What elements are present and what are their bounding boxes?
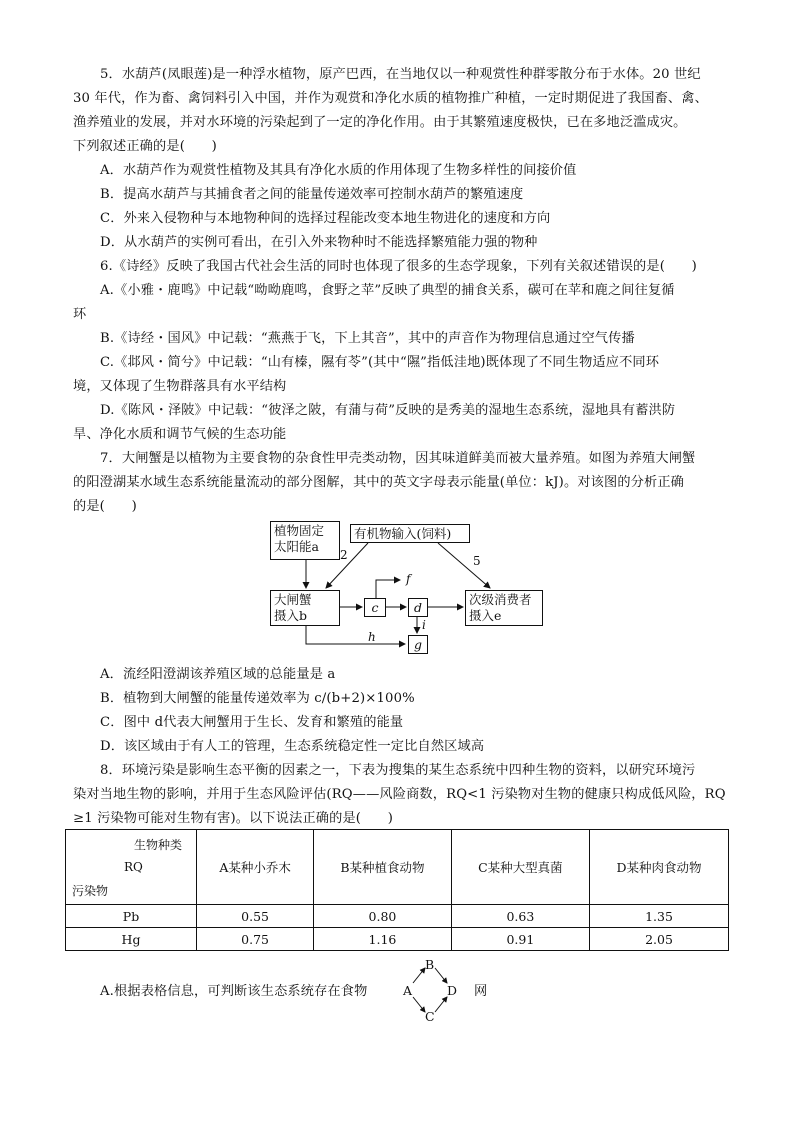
web-node-c: C: [425, 1009, 435, 1024]
food-web-diagram: [397, 957, 469, 1027]
q8-line-2: 染对当地生物的影响，并用于生态风险评估(RQ——风险商数，RQ<1 污染物对生物的健康只构成低风险，RQ: [73, 787, 726, 802]
crab-intake-label-1: 大闸蟹: [274, 592, 312, 607]
table-cell: 0.75: [197, 928, 314, 951]
arrow-label-f: f: [406, 572, 411, 586]
q6-option-d-line2: 旱、净化水质和调节气候的生态功能: [73, 427, 287, 442]
q6-option-b: B.《诗经・国风》中记载：“燕燕于飞，下上其音”，其中的声音作为物理信息通过空气传播: [100, 331, 635, 346]
table-row: [66, 928, 729, 951]
q7-line-2: 的阳澄湖某水域生态系统能量流动的部分图解，其中的英文字母表示能量(单位：kJ)。对该图的分析正确: [73, 475, 685, 490]
column-header: A某种小乔木: [197, 830, 314, 905]
table-cell: 1.16: [314, 928, 452, 951]
web-node-d: D: [447, 983, 458, 998]
q7-option-c: C．图中 d代表大闸蟹用于生长、发育和繁殖的能量: [100, 715, 404, 730]
q7-line-1: 7．大闸蟹是以植物为主要食物的杂食性甲壳类动物，因其味道鲜美而被大量养殖。如图为养殖大闸蟹: [100, 451, 696, 466]
arrow-label-5: 5: [473, 554, 481, 568]
table-row: [66, 905, 729, 928]
q6-option-a-line2: 环: [73, 307, 87, 322]
table-cell: 0.80: [314, 905, 452, 928]
q7-option-b: B．植物到大闸蟹的能量传递效率为 c/(b+2)×100%: [100, 691, 415, 706]
crab-intake-box: [270, 590, 340, 626]
q5-line-3: 渔养殖业的发展，并对水环境的污染起到了一定的净化作用。由于其繁殖速度极快，已在多地泛滥成灾。: [73, 115, 687, 130]
column-header: C某种大型真菌: [451, 830, 589, 905]
feed-input-box: 有机物输入(饲料): [350, 524, 470, 543]
rq-table-corner: [66, 830, 197, 905]
q8-line-1: 8．环境污染是影响生态平衡的因素之一，下表为搜集的某生态系统中四种生物的资料，以研究环境污: [100, 763, 696, 778]
arrow-label-2: 2: [340, 548, 348, 562]
q6-option-c-line1: C.《邶风・简兮》中记载：“山有榛，隰有苓”(其中“隰”指低洼地)既体现了不同生物适应不同环: [100, 355, 660, 370]
q8-line-3: ≥1 污染物可能对生物有害)。以下说法正确的是( ): [73, 811, 394, 826]
table-cell: 1.35: [590, 905, 729, 928]
column-header: B某种植食动物: [314, 830, 452, 905]
column-header: D某种肉食动物: [590, 830, 729, 905]
row-header: Pb: [66, 905, 197, 928]
corner-rq-label: RQ: [124, 860, 143, 874]
energy-c-box: c: [364, 598, 386, 617]
table-cell: 0.55: [197, 905, 314, 928]
table-cell: 0.63: [451, 905, 589, 928]
q5-option-a: A．水葫芦作为观赏性植物及其具有净化水质的作用体现了生物多样性的间接价值: [100, 163, 577, 178]
q8-option-a-end: 网: [474, 984, 488, 999]
q7-option-a: A．流经阳澄湖该养殖区域的总能量是 a: [100, 667, 336, 682]
web-node-a: A: [403, 983, 413, 998]
secondary-consumer-label-2: 摄入e: [469, 608, 502, 623]
q5-line-1: 5．水葫芦(凤眼莲)是一种浮水植物，原产巴西，在当地仅以一种观赏性种群零散分布于水体。20 世纪: [100, 67, 701, 82]
rq-table-header-row: [66, 830, 729, 905]
plant-energy-box: [270, 521, 340, 560]
arrow-label-h: h: [368, 630, 376, 644]
secondary-consumer-label-1: 次级消费者: [469, 592, 532, 607]
secondary-consumer-box: [465, 590, 543, 626]
energy-g-box: g: [408, 635, 428, 654]
row-header: Hg: [66, 928, 197, 951]
corner-species-label: 生物种类: [133, 838, 182, 852]
crab-intake-label-2: 摄入b: [274, 608, 308, 623]
energy-flow-diagram: [268, 518, 548, 658]
rq-table: [65, 829, 729, 951]
q5-line-4: 下列叙述正确的是( ): [73, 139, 217, 154]
corner-pollutant-label: 污染物: [72, 884, 109, 898]
q6-option-a-line1: A.《小雅・鹿鸣》中记载“呦呦鹿鸣，食野之苹”反映了典型的捕食关系，碳可在苹和鹿之间往复循: [100, 283, 675, 298]
q5-option-d: D．从水葫芦的实例可看出，在引入外来物种时不能选择繁殖能力强的物种: [100, 235, 538, 250]
q5-option-c: C．外来入侵物种与本地物种间的选择过程能改变本地生物进化的速度和方向: [100, 211, 551, 226]
plant-energy-label-1: 植物固定: [274, 523, 325, 538]
arrow-label-i: i: [422, 618, 426, 632]
q6-stem: 6.《诗经》反映了我国古代社会生活的同时也体现了很多的生态学现象，下列有关叙述错误的是( ): [100, 259, 697, 274]
web-node-b: B: [425, 957, 435, 972]
q5-line-2: 30 年代，作为畜、禽饲料引入中国，并作为观赏和净化水质的植物推广种植，一定时期促进了我国畜、禽、: [73, 91, 708, 106]
q7-option-d: D．该区域由于有人工的管理，生态系统稳定性一定比自然区域高: [100, 739, 485, 754]
q5-option-b: B．提高水葫芦与其捕食者之间的能量传递效率可控制水葫芦的繁殖速度: [100, 187, 524, 202]
q6-option-c-line2: 境，又体现了生物群落具有水平结构: [73, 379, 287, 394]
q7-line-3: 的是( ): [73, 499, 137, 514]
q8-option-a-text: A.根据表格信息，可判断该生态系统存在食物: [100, 984, 368, 999]
table-cell: 2.05: [590, 928, 729, 951]
plant-energy-label-2: 太阳能a: [274, 539, 319, 554]
q6-option-d-line1: D.《陈风・泽陂》中记载：“彼泽之陂，有蒲与荷”反映的是秀美的湿地生态系统，湿地具有蓄洪防: [100, 403, 676, 418]
table-cell: 0.91: [451, 928, 589, 951]
energy-d-box: d: [408, 598, 428, 617]
